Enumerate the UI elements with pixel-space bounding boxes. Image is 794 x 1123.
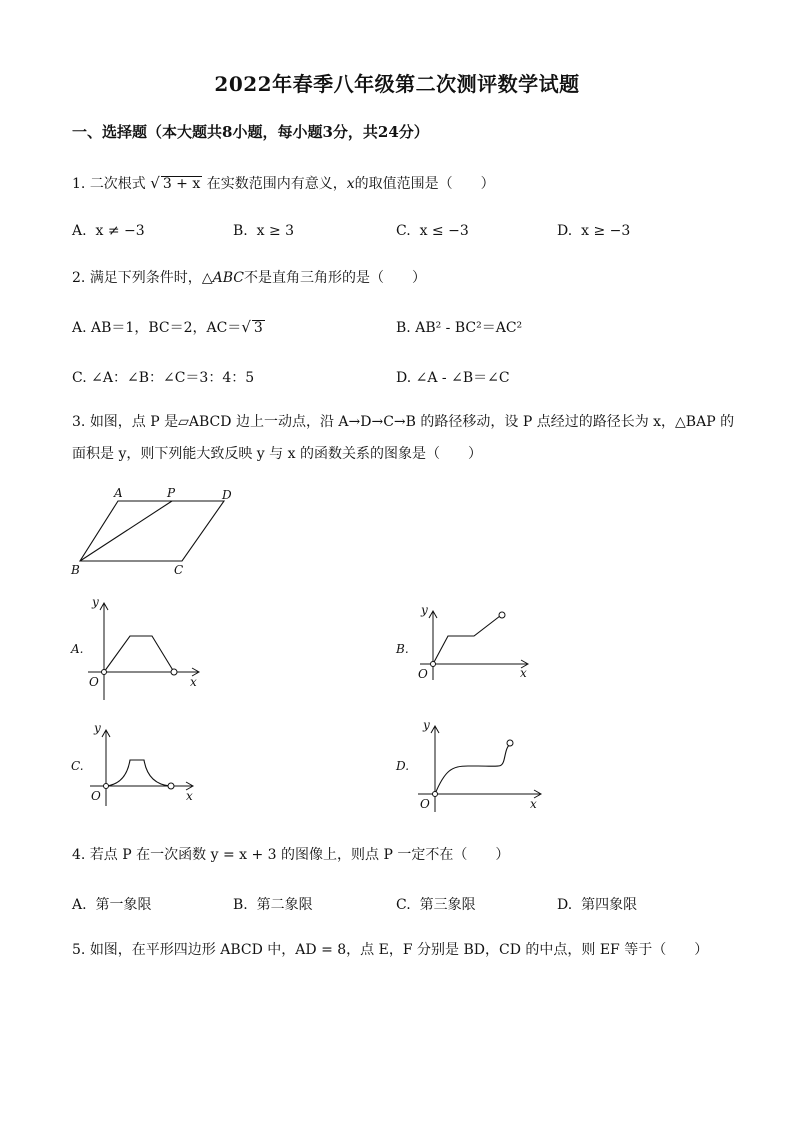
origin-circle [433, 792, 438, 797]
origin-label: O [89, 675, 99, 689]
option-text: x ≥ −3 [581, 223, 631, 239]
y-axis-label: y [92, 595, 99, 609]
question-text: 二次根式 [89, 176, 146, 192]
point-p-label: P [167, 486, 176, 500]
option-label: D. [396, 759, 410, 773]
option-b[interactable] [233, 894, 313, 914]
question-text: 若点 P 在一次函数 y = x + 3 的图像上，则点 P 一定不在（ ） [89, 847, 510, 863]
option-label: A. [72, 320, 87, 336]
y-axis-label: y [423, 718, 430, 732]
question-text: 满足下列条件时， [89, 270, 202, 286]
option-text: x ≤ −3 [419, 223, 469, 239]
point-d-label: D [222, 488, 232, 502]
point-a-label: A [114, 486, 123, 500]
option-text: ∠A：∠B：∠C＝3：4：5 [91, 370, 255, 386]
question-text: 如图，点 P 是▱ABCD 边上一动点，沿 A→D→C→B 的路径移动，设 P 点经过的路径长为 x，△BAP 的 [89, 414, 735, 430]
question-number: 2. [72, 270, 86, 286]
option-label: A. [72, 897, 87, 913]
section-heading: 一、选择题（本大题共8小题，每小题3分，共24分） [72, 123, 429, 141]
question-number: 4. [72, 847, 86, 863]
radicand: 3 [253, 320, 263, 336]
option-text: AB＝1，BC＝2，AC＝ [91, 320, 242, 336]
question-text: 的取值范围是（ ） [354, 176, 495, 192]
option-label: C. [396, 897, 411, 913]
x-axis-label: x [530, 797, 537, 811]
question-5 [72, 939, 708, 959]
option-d[interactable] [557, 894, 637, 914]
question-number: 5. [72, 942, 86, 958]
x-axis-label: x [520, 666, 527, 680]
option-text: AB² - BC²＝AC² [415, 320, 523, 336]
option-label: D. [557, 223, 573, 239]
y-axis-label: y [421, 603, 428, 617]
option-text: 第四象限 [581, 897, 638, 913]
question-number: 1. [72, 176, 86, 192]
sqrt-icon: √ [241, 318, 251, 336]
option-label: C. [72, 370, 87, 386]
question-3-line-2: 面积是 y，则下列能大致反映 y 与 x 的函数关系的图象是（ ） [72, 446, 482, 462]
option-label: B. [233, 223, 248, 239]
option-label: D. [557, 897, 573, 913]
option-c[interactable] [396, 894, 476, 914]
question-text: 不是直角三角形的是（ ） [243, 270, 426, 286]
variable: x [346, 176, 355, 192]
point-b-label: B [71, 563, 80, 577]
function-curve [435, 744, 510, 794]
point-c-label: C [174, 563, 184, 577]
option-text: 第一象限 [95, 897, 152, 913]
option-label: B. [233, 897, 248, 913]
origin-label: O [418, 667, 428, 681]
question-text: 如图，在平形四边形 ABCD 中，AD = 8，点 E，F 分别是 BD，CD 的中点，则 EF 等于（ ） [89, 942, 709, 958]
option-label: C. [71, 759, 84, 773]
option-text: 第三象限 [419, 897, 476, 913]
option-label: A. [72, 223, 87, 239]
option-text: x ≥ 3 [256, 223, 295, 239]
y-axis-label: y [94, 721, 101, 735]
option-text: ∠A - ∠B＝∠C [415, 370, 510, 386]
option-label: D. [396, 370, 412, 386]
endpoint-circle [507, 740, 513, 746]
x-axis-label: x [186, 789, 193, 803]
radicand: 3 + x [162, 176, 201, 192]
option-text: 第二象限 [256, 897, 313, 913]
question-4 [72, 844, 509, 864]
origin-label: O [91, 789, 101, 803]
origin-label: O [420, 797, 430, 811]
page-title: 2022年春季八年级第二次测评数学试题 [214, 72, 580, 96]
option-label: B. [396, 320, 411, 336]
option-label: B. [396, 642, 409, 656]
sqrt-icon: √ [150, 174, 160, 192]
option-a[interactable] [72, 894, 151, 914]
option-label: C. [396, 223, 411, 239]
question-text: 在实数范围内有意义， [206, 176, 347, 192]
x-axis-label: x [190, 675, 197, 689]
triangle-label: △ABC [201, 270, 244, 286]
question-number: 3. [72, 414, 86, 430]
option-text: x ≠ −3 [95, 223, 145, 239]
option-label: A. [71, 642, 84, 656]
